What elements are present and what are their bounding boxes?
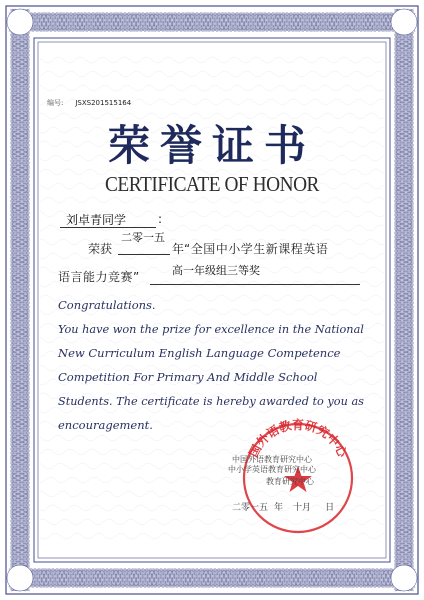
award-result: 高一年级组三等奖 xyxy=(172,264,260,277)
date-year-suffix: 年 xyxy=(274,503,284,513)
serial-label: 编号: xyxy=(47,99,64,107)
date-day-suffix: 日 xyxy=(325,503,335,513)
congratulations-line: Congratulations. xyxy=(58,298,156,312)
english-body-line-3: Competition For Primary And Middle School xyxy=(58,370,318,384)
english-body-line-1: You have won the prize for excellence in the National xyxy=(58,322,364,336)
english-body-line-4: Students. The certificate is hereby awarded to you as xyxy=(58,394,364,408)
competition-name-part2: 语言能力竞赛” xyxy=(58,270,140,284)
svg-text:国外语教育研究中心: 国外语教育研究中心 xyxy=(246,417,350,460)
date-month: 十 xyxy=(293,503,303,513)
award-year-suffix: 年 xyxy=(172,242,185,256)
title-english: CERTIFICATE OF HONOR xyxy=(105,172,319,196)
title-chinese: 荣誉证书 xyxy=(107,121,316,170)
date-year: 二零一五 xyxy=(232,503,269,513)
serial-value: JSXS201515164 xyxy=(75,99,132,107)
english-body-line-2: New Curriculum English Language Competence xyxy=(58,346,341,360)
serial-number xyxy=(47,98,131,108)
issue-date xyxy=(232,500,334,513)
date-month-suffix: 月 xyxy=(302,503,312,513)
result-underline xyxy=(150,284,360,285)
award-year: 二零一五 xyxy=(121,231,165,244)
year-underline xyxy=(118,254,170,255)
competition-name-part1: “全国中小学生新课程英语 xyxy=(184,242,329,256)
award-prefix: 荣获 xyxy=(88,242,113,256)
issuer-line-3: 教育研究中心 xyxy=(266,477,314,486)
issuer-line-2: 中小学英语教育研究中心 xyxy=(228,465,316,474)
recipient-name: 刘卓青同学 xyxy=(66,213,127,227)
issuer-line-1: 中国外语教育研究中心 xyxy=(232,455,312,464)
english-body-line-5: encouragement. xyxy=(58,418,153,432)
recipient-colon: : xyxy=(158,212,163,226)
